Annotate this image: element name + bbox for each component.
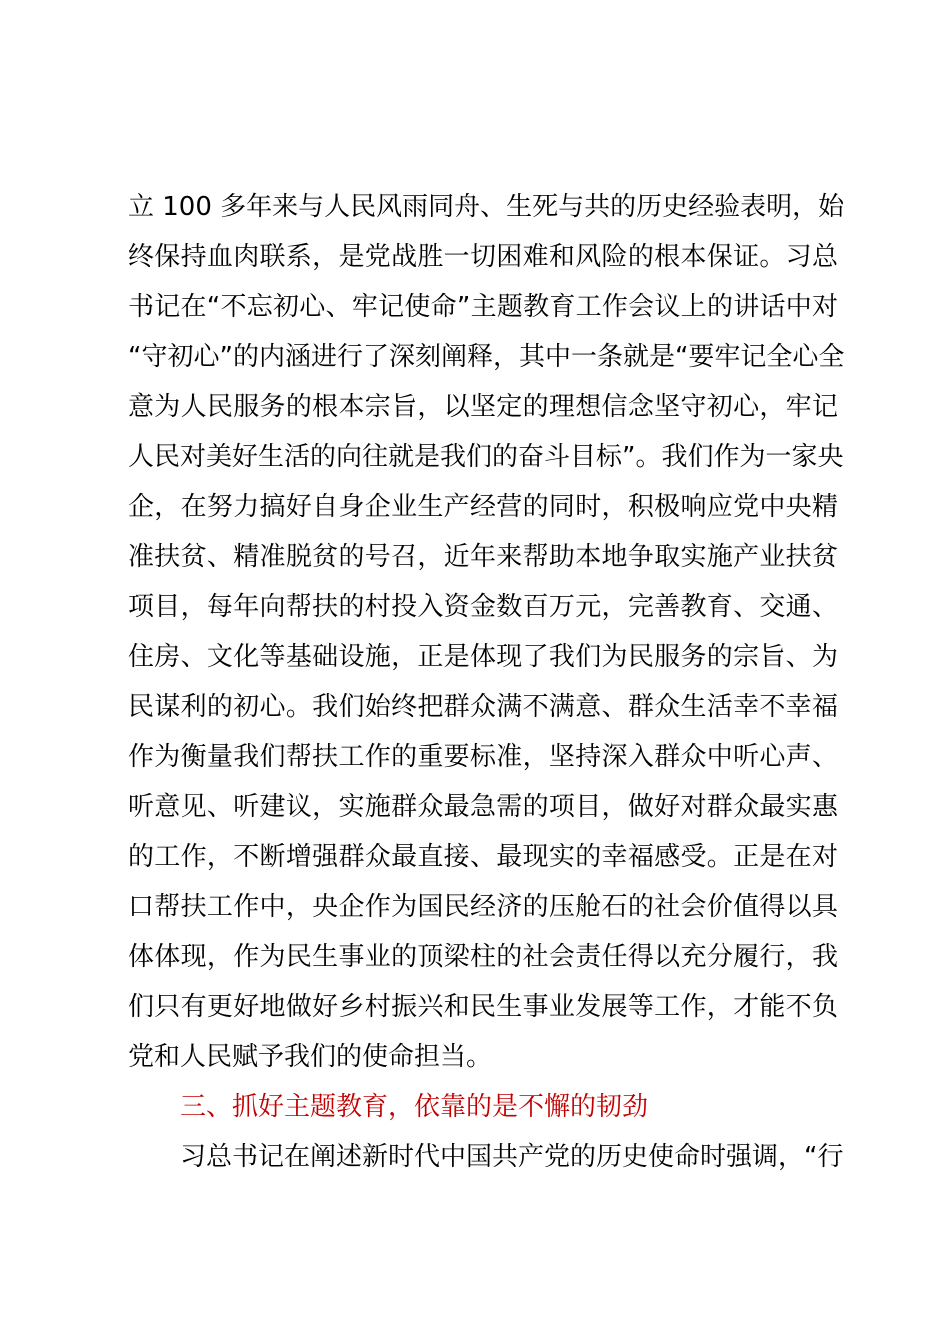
body-line: 终保持血肉联系，是党战胜一切困难和风险的根本保证。习总 [128, 242, 838, 272]
body-line: 企，在努力搞好自身企业生产经营的同时，积极响应党中央精 [128, 492, 838, 522]
body-line: 意为人民服务的根本宗旨，以坚定的理想信念坚守初心，牢记 [128, 392, 838, 422]
body-line: 项目，每年向帮扶的村投入资金数百万元，完善教育、交通、 [128, 592, 838, 622]
body-line: 口帮扶工作中，央企作为国民经济的压舱石的社会价值得以具 [128, 892, 838, 922]
document-body [128, 182, 845, 1182]
body-line: 党和人民赋予我们的使命担当。 [128, 1042, 493, 1072]
body-line: 听意见、听建议，实施群众最急需的项目，做好对群众最实惠 [128, 792, 838, 822]
body-line: “守初心”的内涵进行了深刻阐释，其中一条就是“要牢记全心全 [128, 342, 845, 372]
body-line: 作为衡量我们帮扶工作的重要标准，坚持深入群众中听心声、 [128, 742, 838, 772]
body-line: 民谋利的初心。我们始终把群众满不满意、群众生活幸不幸福 [128, 692, 838, 722]
body-line: 立 100 多年来与人民风雨同舟、生死与共的历史经验表明，始 [128, 192, 845, 222]
body-line: 的工作，不断增强群众最直接、最现实的幸福感受。正是在对 [128, 842, 838, 872]
section-heading: 三、抓好主题教育，依靠的是不懈的韧劲 [180, 1092, 649, 1122]
body-line: 书记在“不忘初心、牢记使命”主题教育工作会议上的讲话中对 [128, 292, 838, 322]
body-line: 准扶贫、精准脱贫的号召，近年来帮助本地争取实施产业扶贫 [128, 542, 838, 572]
body-line: 们只有更好地做好乡村振兴和民生事业发展等工作，才能不负 [128, 992, 838, 1022]
body-line: 住房、文化等基础设施，正是体现了我们为民服务的宗旨、为 [128, 642, 838, 672]
body-line: 人民对美好生活的向往就是我们的奋斗目标”。我们作为一家央 [128, 442, 844, 472]
paragraph-first-line: 习总书记在阐述新时代中国共产党的历史使命时强调，“行 [180, 1142, 844, 1172]
body-line: 体体现，作为民生事业的顶梁柱的社会责任得以充分履行，我 [128, 942, 838, 972]
